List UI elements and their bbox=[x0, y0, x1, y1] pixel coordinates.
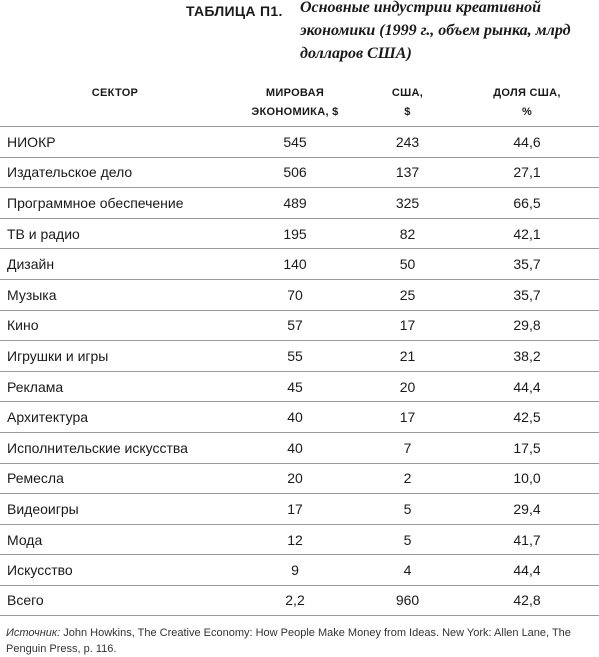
source-note bbox=[6, 625, 596, 657]
cell-world: 12 bbox=[287, 531, 303, 548]
table-row bbox=[0, 157, 599, 188]
cell-world: 195 bbox=[283, 225, 307, 242]
cell-usa: 7 bbox=[403, 439, 412, 456]
cell-sector: Искусство bbox=[7, 562, 73, 579]
cell-world: 40 bbox=[287, 439, 303, 456]
table-header bbox=[0, 84, 599, 126]
header-world-line1: МИРОВАЯ bbox=[265, 87, 325, 99]
cell-usa: 2 bbox=[403, 470, 412, 487]
header-usa-line2: $ bbox=[404, 106, 411, 118]
cell-share: 44,4 bbox=[513, 378, 541, 395]
cell-world: 20 bbox=[287, 470, 303, 487]
cell-share: 27,1 bbox=[513, 164, 541, 181]
table-row bbox=[0, 340, 599, 371]
header-sector bbox=[0, 84, 230, 103]
cell-world: 55 bbox=[287, 347, 303, 364]
cell-usa: 325 bbox=[395, 194, 420, 211]
cell-sector: Игрушки и игры bbox=[7, 347, 109, 364]
header-world-economy bbox=[230, 84, 360, 122]
cell-sector: Видеоигры bbox=[7, 500, 79, 517]
table-body bbox=[0, 126, 599, 616]
cell-usa: 50 bbox=[399, 256, 416, 273]
header-share-line1: ДОЛЯ США, bbox=[493, 87, 561, 99]
cell-share: 66,5 bbox=[513, 194, 541, 211]
cell-share: 42,5 bbox=[513, 409, 541, 426]
cell-sector: Ремесла bbox=[7, 470, 64, 487]
cell-share: 29,8 bbox=[513, 317, 541, 334]
cell-usa: 4 bbox=[403, 562, 412, 579]
table-title: Основные индустрии креативной экономики (1999 г., объем рынка, млрд долларов США) bbox=[300, 0, 571, 62]
table-label: ТАБЛИЦА П1. bbox=[186, 3, 283, 19]
cell-usa: 137 bbox=[395, 164, 420, 181]
cell-sector: Музыка bbox=[7, 286, 57, 303]
cell-usa: 5 bbox=[403, 500, 412, 517]
cell-usa: 960 bbox=[395, 592, 420, 609]
cell-world: 2,2 bbox=[285, 592, 305, 609]
table-row bbox=[0, 554, 599, 585]
table-row bbox=[0, 401, 599, 432]
cell-world: 9 bbox=[291, 562, 299, 579]
cell-sector: Издательское дело bbox=[7, 164, 133, 181]
header-usa-share bbox=[455, 84, 599, 122]
cell-usa: 21 bbox=[399, 347, 416, 364]
cell-sector: Архитектура bbox=[7, 409, 89, 426]
cell-share: 10,0 bbox=[513, 470, 541, 487]
cell-world: 140 bbox=[283, 256, 307, 273]
cell-share: 44,4 bbox=[513, 562, 541, 579]
table-row bbox=[0, 310, 599, 341]
cell-sector: Реклама bbox=[7, 378, 64, 395]
header-usa bbox=[360, 84, 455, 122]
cell-share: 17,5 bbox=[513, 439, 541, 456]
cell-sector: НИОКР bbox=[7, 133, 56, 150]
cell-sector: Дизайн bbox=[7, 256, 55, 273]
table-row bbox=[0, 585, 599, 616]
header-usa-line1: США, bbox=[391, 87, 424, 99]
cell-usa: 82 bbox=[399, 225, 416, 242]
cell-usa: 20 bbox=[399, 378, 416, 395]
table-row bbox=[0, 371, 599, 402]
cell-share: 42,8 bbox=[513, 592, 541, 609]
cell-share: 41,7 bbox=[513, 531, 541, 548]
cell-usa: 25 bbox=[399, 286, 416, 303]
table-row bbox=[0, 432, 599, 463]
cell-sector: Всего bbox=[7, 592, 44, 609]
table-row bbox=[0, 248, 599, 279]
cell-sector: Программное обеспечение bbox=[7, 194, 184, 211]
cell-share: 35,7 bbox=[513, 256, 541, 273]
cell-usa: 5 bbox=[403, 531, 412, 548]
table-row bbox=[0, 279, 599, 310]
cell-world: 489 bbox=[283, 194, 307, 211]
header-sector-label: СЕКТОР bbox=[91, 87, 139, 99]
cell-share: 29,4 bbox=[513, 500, 541, 517]
cell-world: 45 bbox=[287, 378, 303, 395]
cell-usa: 17 bbox=[399, 409, 416, 426]
header-share-line2: % bbox=[521, 106, 533, 118]
table-caption bbox=[0, 0, 599, 70]
cell-share: 42,1 bbox=[513, 225, 541, 242]
cell-world: 57 bbox=[287, 317, 303, 334]
source-label: Источник: bbox=[6, 627, 61, 639]
cell-sector: Мода bbox=[7, 531, 43, 548]
table-row bbox=[0, 218, 599, 249]
source-text: John Howkins, The Creative Economy: How People Make Money from Ideas. New York: Allen Lane, The Penguin Press, p. 116. bbox=[6, 627, 571, 655]
table-row bbox=[0, 187, 599, 218]
cell-usa: 243 bbox=[395, 133, 420, 150]
cell-usa: 17 bbox=[399, 317, 416, 334]
cell-sector: ТВ и радио bbox=[7, 225, 80, 242]
cell-share: 35,7 bbox=[513, 286, 541, 303]
table-row bbox=[0, 493, 599, 524]
cell-world: 506 bbox=[283, 164, 307, 181]
cell-world: 70 bbox=[287, 286, 303, 303]
cell-world: 40 bbox=[287, 409, 303, 426]
table-row bbox=[0, 463, 599, 494]
table-row bbox=[0, 524, 599, 555]
cell-sector: Кино bbox=[7, 317, 39, 334]
table-row bbox=[0, 126, 599, 157]
cell-share: 44,6 bbox=[513, 133, 541, 150]
cell-world: 17 bbox=[287, 500, 303, 517]
cell-world: 545 bbox=[283, 133, 307, 150]
header-world-line2: ЭКОНОМИКА, $ bbox=[251, 106, 339, 118]
cell-sector: Исполнительские искусства bbox=[7, 439, 188, 456]
cell-share: 38,2 bbox=[513, 347, 541, 364]
